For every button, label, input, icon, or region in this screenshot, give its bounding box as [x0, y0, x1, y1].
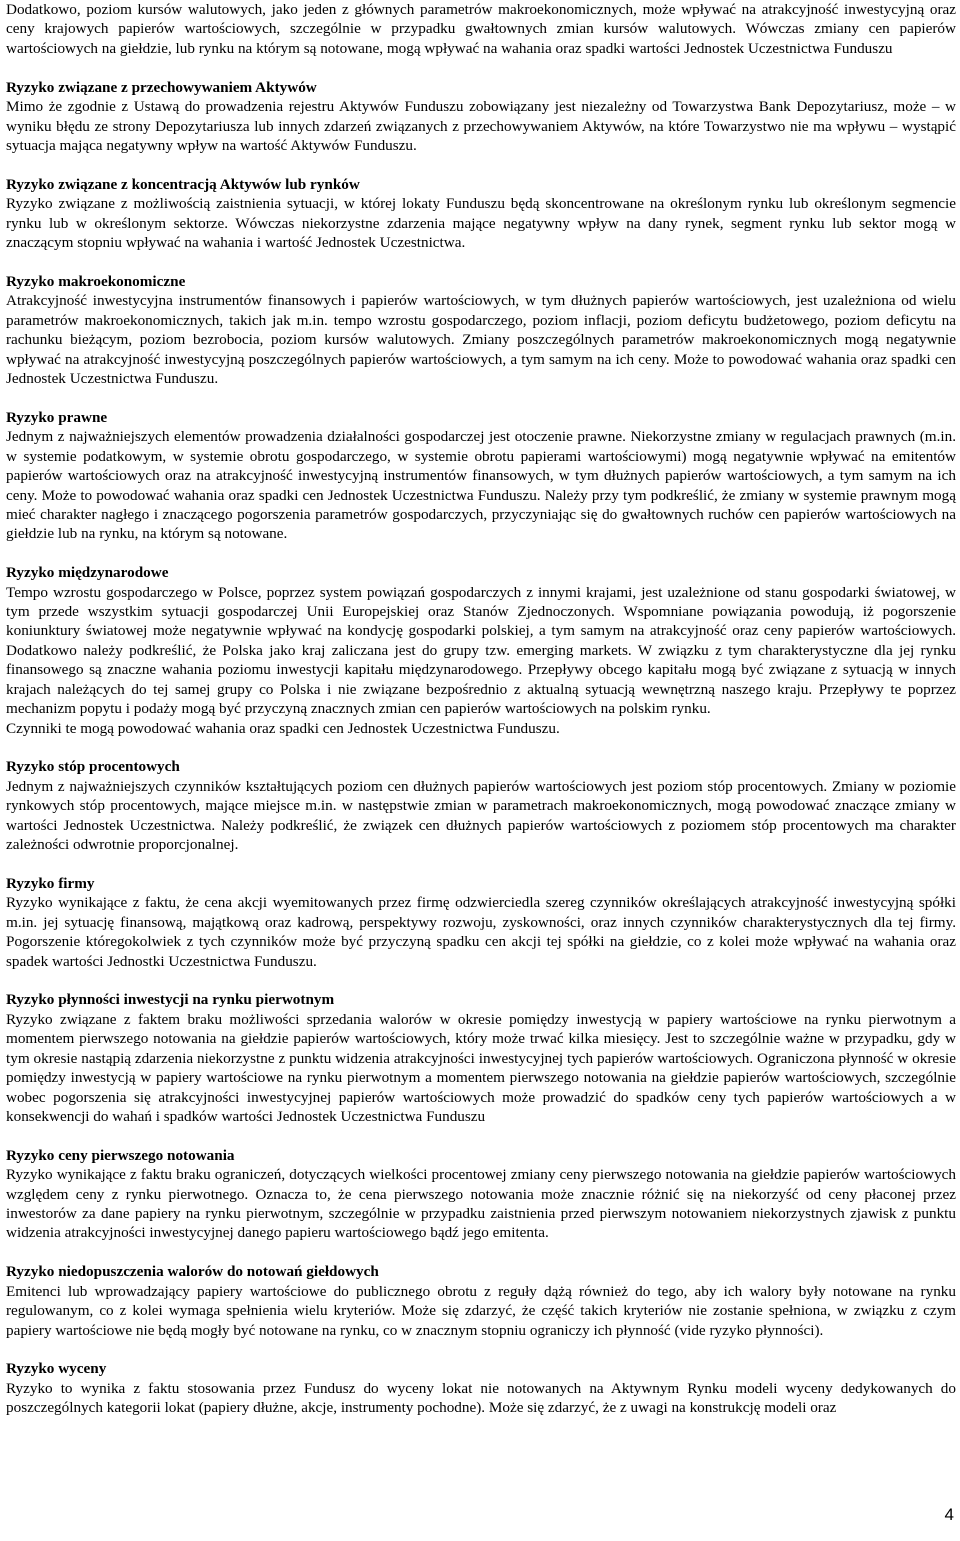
- section-listing-admission-risk: [6, 1262, 956, 1340]
- section-macroeconomic-risk: [6, 272, 956, 388]
- section-title: Ryzyko międzynarodowe: [6, 564, 169, 582]
- section-title: Ryzyko firmy: [6, 874, 95, 892]
- section-body: Jednym z najważniejszych czynników kształtujących poziom cen dłużnych papierów wartościowych jest poziom stóp procentowych. Zmiany w poziomie rynkowych stóp procentowych, mające miejsce m.in. w następstwie zmian w parametrach makroekonomicznych, mogą powodować znaczące zmiany w wartości Jednostek Uczestnictwa. Należy podkreślić, że związek cen dłużnych papierów wartościowych z poziomem stóp procentowych ma charakter zależności odwrotnie proporcjonalnej.: [6, 777, 956, 854]
- section-international-risk: [6, 563, 956, 738]
- section-company-risk: [6, 874, 956, 971]
- section-title: Ryzyko ceny pierwszego notowania: [6, 1146, 235, 1164]
- section-primary-market-liquidity-risk: [6, 990, 956, 1126]
- section-body: Ryzyko to wynika z faktu stosowania przez Fundusz do wyceny lokat nie notowanych na Aktywnym Rynku modeli wyceny dedykowanych do poszczególnych kategorii lokat (papiery dłużne, akcje, instrumenty pochodne). Może się zdarzyć, że z uwagi na konstrukcję modeli oraz: [6, 1379, 956, 1417]
- section-body: Ryzyko wynikające z faktu braku ograniczeń, dotyczących wielkości procentowej zmiany ceny pierwszego notowania na giełdzie papierów wartościowych względem ceny z rynku pierwotnego. Oznacza to, że cena pierwszego notowania może znacznie różnić się na niekorzyść od ceny płaconej przez inwestorów za dane papiery na rynku pierwotnym, szczególnie w przypadku zaistnienia przed pierwszym notowaniem niekorzystnych zjawisk z punktu widzenia atrakcyjności inwestycyjnej danego papieru wartościowego bądź jego emitenta.: [6, 1166, 956, 1242]
- section-title: Ryzyko związane z koncentracją Aktywów lub rynków: [6, 175, 360, 193]
- section-concentration-risk: [6, 175, 956, 253]
- section-body: Emitenci lub wprowadzający papiery wartościowe do publicznego obrotu z reguły dążą również do tego, aby ich walory były notowane na rynku regulowanym, co z kolei wymaga spełnienia wielu kryteriów. Może się zdarzyć, że część takich kryteriów nie zostanie spełniona, w związku z czym papiery wartościowe nie będą mogły być notowane na rynku, co w znacznym stopniu ograniczy ich płynność (vide ryzyko płynności).: [6, 1282, 956, 1339]
- intro-paragraph: Dodatkowo, poziom kursów walutowych, jako jeden z głównych parametrów makroekonomicznych, może wpływać na atrakcyjność inwestycyjną oraz ceny krajowych papierów wartościowych, szczególnie w przypadku gwałtownych zmian kursów walutowych. Wówczas zmiany cen papierów wartościowych na giełdzie, lub rynku na którym są notowane, mogą wpływać na wahania oraz spadki wartości Jednostek Uczestnictwa Funduszu: [6, 1, 956, 57]
- section-body-extra: Czynniki te mogą powodować wahania oraz spadki cen Jednostek Uczestnictwa Funduszu.: [6, 719, 560, 737]
- section-title: Ryzyko makroekonomiczne: [6, 272, 186, 290]
- section-title: Ryzyko prawne: [6, 408, 108, 426]
- section-body: Ryzyko związane z możliwością zaistnienia sytuacji, w której lokaty Funduszu będą skoncentrowane na określonym rynku lub określonym segmencie rynku lub w określonym sektorze. Wówczas niekorzystne zdarzenia mające negatywny wpływ na dany rynek, segment rynku lub sektor mogą w znaczącym stopniu wpływać na wahania i wartość Jednostek Uczestnictwa.: [6, 195, 956, 252]
- section-title: Ryzyko płynności inwestycji na rynku pierwotnym: [6, 991, 335, 1009]
- section-legal-risk: [6, 408, 956, 544]
- section-title: Ryzyko wyceny: [6, 1360, 107, 1378]
- section-title: Ryzyko związane z przechowywaniem Aktywów: [6, 78, 317, 96]
- section-title: Ryzyko stóp procentowych: [6, 758, 180, 776]
- section-interest-rate-risk: [6, 757, 956, 854]
- section-body: Mimo że zgodnie z Ustawą do prowadzenia rejestru Aktywów Funduszu zobowiązany jest niezależny od Towarzystwa Bank Depozytariusz, może – w wyniku błędu ze strony Depozytariusza lub innych zdarzeń związanych z przechowywaniem Aktywów, na które Towarzystwo nie ma wpływu – wystąpić sytuacja mająca negatywny wpływ na wartość Aktywów Funduszu.: [6, 98, 956, 154]
- section-body: Atrakcyjność inwestycyjna instrumentów finansowych i papierów wartościowych, w tym dłużnych papierów wartościowych, jest uzależniona od wielu parametrów makroekonomicznych, takich jak m.in. tempo wzrostu gospodarczego, poziom inflacji, poziom deficytu budżetowego, poziom deficytu na rachunku bieżącym, poziom bezrobocia, poziom kursów walutowych. Zmiany poszczególnych parametrów makroekonomicznych mogą negatywnie wpływać na atrakcyjność inwestycyjną poszczególnych papierów wartościowych, a tym samym na ich ceny. Może to powodować wahania oraz spadki cen Jednostek Uczestnictwa Funduszu.: [6, 292, 956, 387]
- section-title: Ryzyko niedopuszczenia walorów do notowań giełdowych: [6, 1263, 379, 1281]
- section-body: Jednym z najważniejszych elementów prowadzenia działalności gospodarczej jest otoczenie prawne. Niekorzystne zmiany w regulacjach prawnych (m.in. w systemie podatkowym, w systemie obrotu gospodarczego, w systemie obrotu papierami wartościowymi) mogą negatywnie wpływać na emitentów papierów wartościowych oraz na atrakcyjność inwestycyjną instrumentów finansowych, w tym dłużnych papierów wartościowych, a tym samym na ich ceny. Może to powodować wahania oraz spadki cen Jednostek Uczestnictwa Funduszu. Należy przy tym podkreślić, że zmiany w systemie prawnym mogą mieć charakter nagłego i znaczącego pogorszenia parametrów gospodarczych, przyczyniając się do gwałtownych ruchów cen papierów wartościowych na giełdzie lub na rynku, na którym są notowane.: [6, 428, 956, 543]
- section-body: Tempo wzrostu gospodarczego w Polsce, poprzez system powiązań gospodarczych z innymi krajami, jest uzależnione od stanu gospodarki światowej, w tym przede wszystkim sytuacji gospodarczej Unii Europejskiej oraz Stanów Zjednoczonych. Wspomniane powiązania powodują, iż pogorszenie koniunktury światowej może negatywnie wpływać na kondycję gospodarki polskiej, a tym samym na atrakcyjność oraz ceny papierów wartościowych. Dodatkowo należy podkreślić, że Polska jako kraj zaliczana jest do grupy tzw. emerging markets. W związku z tym charakterystyczne dla jej rynku finansowego są znaczne wahania poziomu inwestycji kapitału międzynarodowego. Przepływy obcego kapitału mogą być związane z sytuacją w innych krajach należących do tej samej grupy co Polska i nie związane bezpośrednio z aktualną sytuacją wewnętrzną naszego kraju. Przepływy te poprzez mechanizm popytu i podaży mogą być przyczyną znacznych zmian cen papierów wartościowych na polskim rynku.: [6, 583, 956, 718]
- section-body: Ryzyko związane z faktem braku możliwości sprzedania walorów w okresie pomiędzy inwestycją w papiery wartościowe na rynku pierwotnym a momentem pierwszego notowania na giełdzie papierów wartościowych, który może trwać kilka miesięcy. Jest to szczególnie ważne w przypadku, gdy w tym okresie nastąpią zdarzenia niekorzystne z punktu widzenia atrakcyjności inwestycyjnej tych papierów wartościowych. Ograniczona płynność w okresie pomiędzy inwestycją w papiery wartościowe na rynku pierwotnym a momentem pierwszego notowania na giełdzie papierów wartościowych, szczególnie wobec pogorszenia się atrakcyjności inwestycyjnej papierów wartościowych może prowadzić do spadków ceny tych papierów wartościowych a w konsekwencji do wahań i spadków wartości Jednostek Uczestnictwa Funduszu: [6, 1010, 956, 1125]
- page-number: 4: [944, 1505, 954, 1524]
- section-body: Ryzyko wynikające z faktu, że cena akcji wyemitowanych przez firmę odzwierciedla szereg czynników określających atrakcyjność inwestycyjną spółki m.in. jej sytuację finansową, majątkową oraz kadrową, perspektywy rozwoju, zyskowności, oraz innych czynników charakterystycznych dla tej firmy. Pogorszenie któregokolwiek z tych czynników może być przyczyną spadku cen akcji tej spółki na giełdzie, co z kolei może wpływać na wahania oraz spadek wartości Jednostki Uczestnictwa Funduszu.: [6, 894, 956, 970]
- section-first-listing-price-risk: [6, 1146, 956, 1243]
- section-storage-risk: [6, 78, 956, 156]
- section-valuation-risk: [6, 1359, 956, 1417]
- document-page: [6, 0, 956, 1437]
